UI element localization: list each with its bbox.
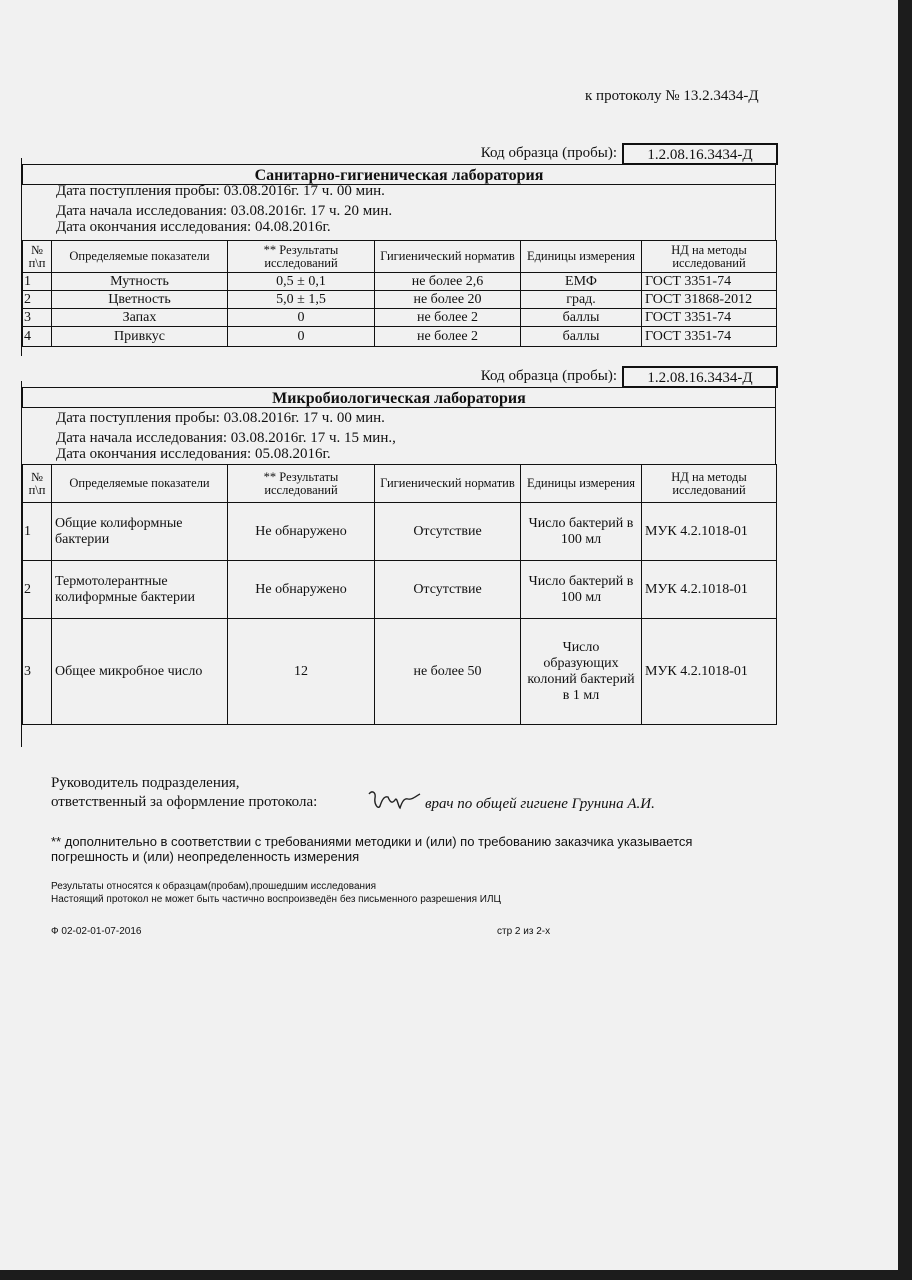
- micro-lab-title: Микробиологическая лаборатория: [22, 387, 776, 408]
- row-norm: Отсутствие: [375, 503, 521, 561]
- table-row: [23, 619, 777, 725]
- col-unit-header: Единицы измерения: [521, 465, 642, 503]
- row-indicator: Мутность: [52, 273, 228, 291]
- row-result: Не обнаружено: [228, 561, 375, 619]
- row-unit: Число бактерий в 100 мл: [521, 561, 642, 619]
- row-indicator: Цветность: [52, 291, 228, 309]
- row-indicator: Общие колиформные бактерии: [52, 503, 228, 561]
- row-result: 0,5 ± 0,1: [228, 273, 375, 291]
- row-result: Не обнаружено: [228, 503, 375, 561]
- table-row: [23, 503, 777, 561]
- table-header-row: [23, 465, 777, 503]
- row-norm: Отсутствие: [375, 561, 521, 619]
- row-method: МУК 4.2.1018-01: [642, 561, 777, 619]
- row-unit: баллы: [521, 327, 642, 347]
- form-code: Ф 02-02-01-07-2016: [51, 926, 142, 937]
- col-norm-header: Гигиенический норматив: [375, 465, 521, 503]
- handwritten-signature: [366, 788, 422, 814]
- row-indicator: Привкус: [52, 327, 228, 347]
- table-row: [23, 291, 777, 309]
- row-unit: ЕМФ: [521, 273, 642, 291]
- table-header-row: [23, 241, 777, 273]
- row-num: 1: [23, 503, 52, 561]
- page-number: стр 2 из 2-х: [497, 926, 551, 937]
- row-num: 1: [23, 273, 52, 291]
- row-norm: не более 20: [375, 291, 521, 309]
- row-result: 12: [228, 619, 375, 725]
- col-method-header: НД на методы исследований: [642, 241, 777, 273]
- row-method: ГОСТ 31868-2012: [642, 291, 777, 309]
- row-indicator: Запах: [52, 309, 228, 327]
- row-unit: Число образующих колоний бактерий в 1 мл: [521, 619, 642, 725]
- col-norm-header: Гигиенический норматив: [375, 241, 521, 273]
- col-method-header: НД на методы исследований: [642, 465, 777, 503]
- col-num-header: № п\п: [23, 241, 52, 273]
- row-num: 3: [23, 309, 52, 327]
- row-num: 2: [23, 561, 52, 619]
- row-method: МУК 4.2.1018-01: [642, 503, 777, 561]
- row-method: ГОСТ 3351-74: [642, 273, 777, 291]
- sanitary-date-end: Дата окончания исследования: 04.08.2016г.: [56, 219, 331, 235]
- col-unit-header: Единицы измерения: [521, 241, 642, 273]
- micro-results-table: [22, 464, 777, 725]
- col-num-header: № п\п: [23, 465, 52, 503]
- row-norm: не более 50: [375, 619, 521, 725]
- protocol-reference: к протоколу № 13.2.3434-Д: [585, 88, 759, 104]
- signature-line-2: ответственный за оформление протокола:: [51, 794, 318, 810]
- row-unit: Число бактерий в 100 мл: [521, 503, 642, 561]
- sanitary-date-start: Дата начала исследования: 03.08.2016г. 17 ч. 20 мин.: [56, 203, 393, 219]
- col-result-header: ** Результаты исследований: [228, 465, 375, 503]
- row-result: 5,0 ± 1,5: [228, 291, 375, 309]
- row-method: МУК 4.2.1018-01: [642, 619, 777, 725]
- micro-sample-code: 1.2.08.16.3434-Д: [622, 366, 778, 388]
- row-num: 3: [23, 619, 52, 725]
- disclaimer-results: Результаты относятся к образцам(пробам),прошедшим исследования: [51, 881, 377, 892]
- sanitary-lab-title: Санитарно-гигиеническая лаборатория: [22, 164, 776, 185]
- micro-date-end: Дата окончания исследования: 05.08.2016г.: [56, 446, 331, 462]
- micro-date-start: Дата начала исследования: 03.08.2016г. 17 ч. 15 мин.,: [56, 430, 396, 446]
- row-num: 4: [23, 327, 52, 347]
- sanitary-sample-code: 1.2.08.16.3434-Д: [622, 143, 778, 165]
- table-row: [23, 561, 777, 619]
- col-indicator-header: Определяемые показатели: [52, 241, 228, 273]
- col-indicator-header: Определяемые показатели: [52, 465, 228, 503]
- table-row: [23, 309, 777, 327]
- row-norm: не более 2,6: [375, 273, 521, 291]
- row-unit: баллы: [521, 309, 642, 327]
- sanitary-date-received: Дата поступления пробы: 03.08.2016г. 17 ч. 00 мин.: [56, 183, 385, 199]
- col-result-header: ** Результаты исследований: [228, 241, 375, 273]
- row-indicator: Термотолерантные колиформные бактерии: [52, 561, 228, 619]
- row-result: 0: [228, 309, 375, 327]
- signer-name: врач по общей гигиене Грунина А.И.: [425, 796, 655, 812]
- sanitary-sample-code-label: Код образца (пробы):: [480, 145, 617, 161]
- signature-line-1: Руководитель подразделения,: [51, 775, 240, 791]
- row-method: ГОСТ 3351-74: [642, 327, 777, 347]
- row-method: ГОСТ 3351-74: [642, 309, 777, 327]
- row-unit: град.: [521, 291, 642, 309]
- disclaimer-reproduction: Настоящий протокол не может быть частично воспроизведён без письменного разрешения ИЛЦ: [51, 894, 501, 905]
- micro-sample-code-label: Код образца (пробы):: [480, 368, 617, 384]
- row-result: 0: [228, 327, 375, 347]
- table-row: [23, 273, 777, 291]
- micro-date-received: Дата поступления пробы: 03.08.2016г. 17 ч. 00 мин.: [56, 410, 385, 426]
- sanitary-results-table: [22, 240, 777, 347]
- row-num: 2: [23, 291, 52, 309]
- row-indicator: Общее микробное число: [52, 619, 228, 725]
- footnote: ** дополнительно в соответствии с требованиями методики и (или) по требованию заказчика указывается погрешность и (или) неопределенность измерения: [51, 834, 693, 864]
- row-norm: не более 2: [375, 309, 521, 327]
- row-norm: не более 2: [375, 327, 521, 347]
- table-row: [23, 327, 777, 347]
